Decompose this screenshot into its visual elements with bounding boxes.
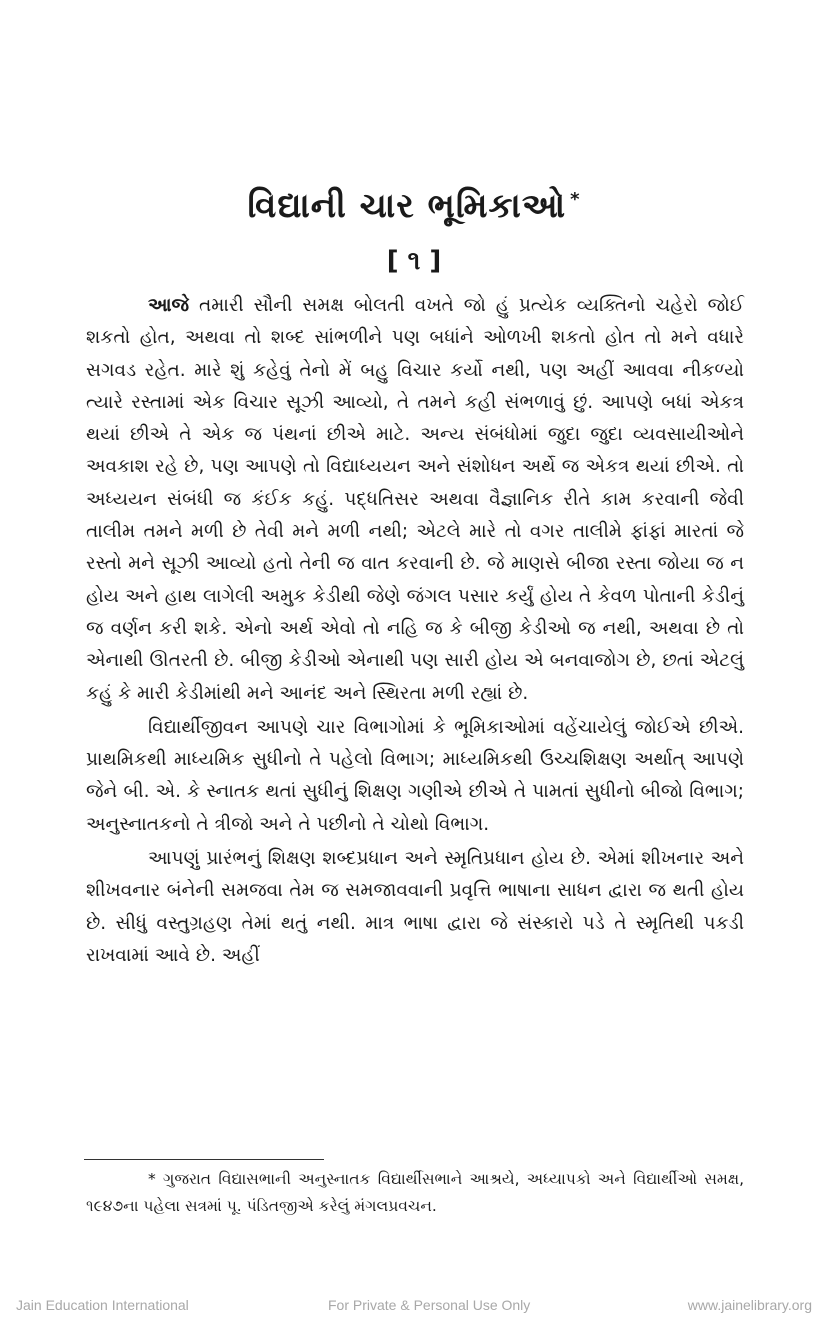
watermark-publisher: Jain Education International (16, 1297, 189, 1313)
paragraph-3 (86, 843, 744, 972)
footnote-text: * ગુજરાત વિદ્યાસભાની અનુસ્નાતક વિદ્યાર્થીસભાને આશ્રયે, અધ્યાપકો અને વિદ્યાર્થીઓ સમક્ષ, ૧૯૪૭ના પહેલા સત્રમાં પૂ. પંડિતજીએ કરેલું મંગલપ્રવચન. (86, 1170, 744, 1215)
body-text (86, 290, 744, 972)
paragraph-1-text: તમારી સૌની સમક્ષ બોલતી વખતે જો હું પ્રત્યેક વ્યક્તિનો ચહેરો જોઈ શકતો હોત, અથવા તો શબ્દ સાંભળીને પણ બધાંને ઓળખી શકતો હોત તો મને વધારે સગવડ રહેત. મારે શું કહેવું તેનો મેં બહુ વિચાર કર્યો નથી, પણ અહીં આવવા નીકળ્યો ત્યારે રસ્તામાં એક વિચાર સૂઝી આવ્યો, તે તમને કહી સંભળાવું છું. આપણે બધાં એકત્ર થયાં છીએ તે એક જ પંથનાં છીએ માટે. અન્ય સંબંધોમાં જુદા જુદા વ્યવસાયીઓને અવકાશ રહે છે, પણ આપણે તો વિદ્યાધ્યયન અને સંશોધન અર્થે જ એકત્ર થયાં છીએ. તો અધ્યયન સંબંધી જ કંઈક કહું. પદ્ધતિસર અથવા વૈજ્ઞાનિક રીતે કામ કરવાની જેવી તાલીમ તમને મળી છે તેવી મને મળી નથી; એટલે મારે તો વગર તાલીમે ફાંફાં મારતાં જે રસ્તો મને સૂઝી આવ્યો હતો તેની જ વાત કરવાની છે. જે માણસે બીજા રસ્તા જોયા જ ન હોય અને હાથ લાગેલી અમુક કેડીથી જેણે જંગલ પસાર કર્યું હોય તે કેવળ પોતાની કેડીનું જ વર્ણન કરી શકે. એનો અર્થ એવો તો નહિ જ કે બીજી કેડીઓ જ નથી, અથવા છે તો એનાથી ઊતરતી છે. બીજી કેડીઓ એનાથી પણ સારી હોય એ બનવાજોગ છે, છતાં એટલું કહું કે મારી કેડીમાંથી મને આનંદ અને સ્થિરતા મળી રહ્યાં છે. (86, 295, 744, 704)
paragraph-2 (86, 712, 744, 841)
paragraph-1-lead-word: આજે (148, 295, 190, 316)
footnote-marker: * (570, 188, 581, 210)
section-number: [ ૧ ] (386, 246, 442, 276)
paragraph-3-text: આપણું પ્રારંભનું શિક્ષણ શબ્દપ્રધાન અને સ્મૃતિપ્રધાન હોય છે. એમાં શીખનાર અને શીખવનાર બંનેની સમજવા તેમ જ સમજાવવાની પ્રવૃત્તિ ભાષાના સાધન દ્વારા જ થતી હોય છે. સીધું વસ્તુગ્રહણ તેમાં થતું નથી. માત્ર ભાષા દ્વારા જે સંસ્કારો પડે તે સ્મૃતિથી પકડી રાખવામાં આવે છે. અહીં (86, 848, 744, 966)
watermark-footer (0, 1297, 828, 1321)
chapter-title-text: વિદ્યાની ચાર ભૂમિકાઓ (247, 186, 567, 226)
paragraph-2-text: વિદ્યાર્થીજીવન આપણે ચાર વિભાગોમાં કે ભૂમિકાઓમાં વહેંચાયેલું જોઈએ છીએ. પ્રાથમિકથી માધ્યમિક સુધીનો તે પહેલો વિભાગ; માધ્યમિકથી ઉચ્ચશિક્ષણ અર્થાત્ આપણે જેને બી. એ. કે સ્નાતક થતાં સુધીનું શિક્ષણ ગણીએ છીએ તે પામતાં સુધીનો બીજો વિભાગ; અનુસ્નાતકનો તે ત્રીજો અને તે પછીનો તે ચોથો વિભાગ. (86, 716, 744, 835)
watermark-website: www.jainelibrary.org (687, 1297, 812, 1313)
chapter-title (0, 186, 828, 226)
footnote (86, 1166, 744, 1220)
paragraph-1 (86, 290, 744, 710)
watermark-usage-notice: For Private & Personal Use Only (328, 1297, 531, 1313)
footnote-divider (84, 1159, 324, 1160)
